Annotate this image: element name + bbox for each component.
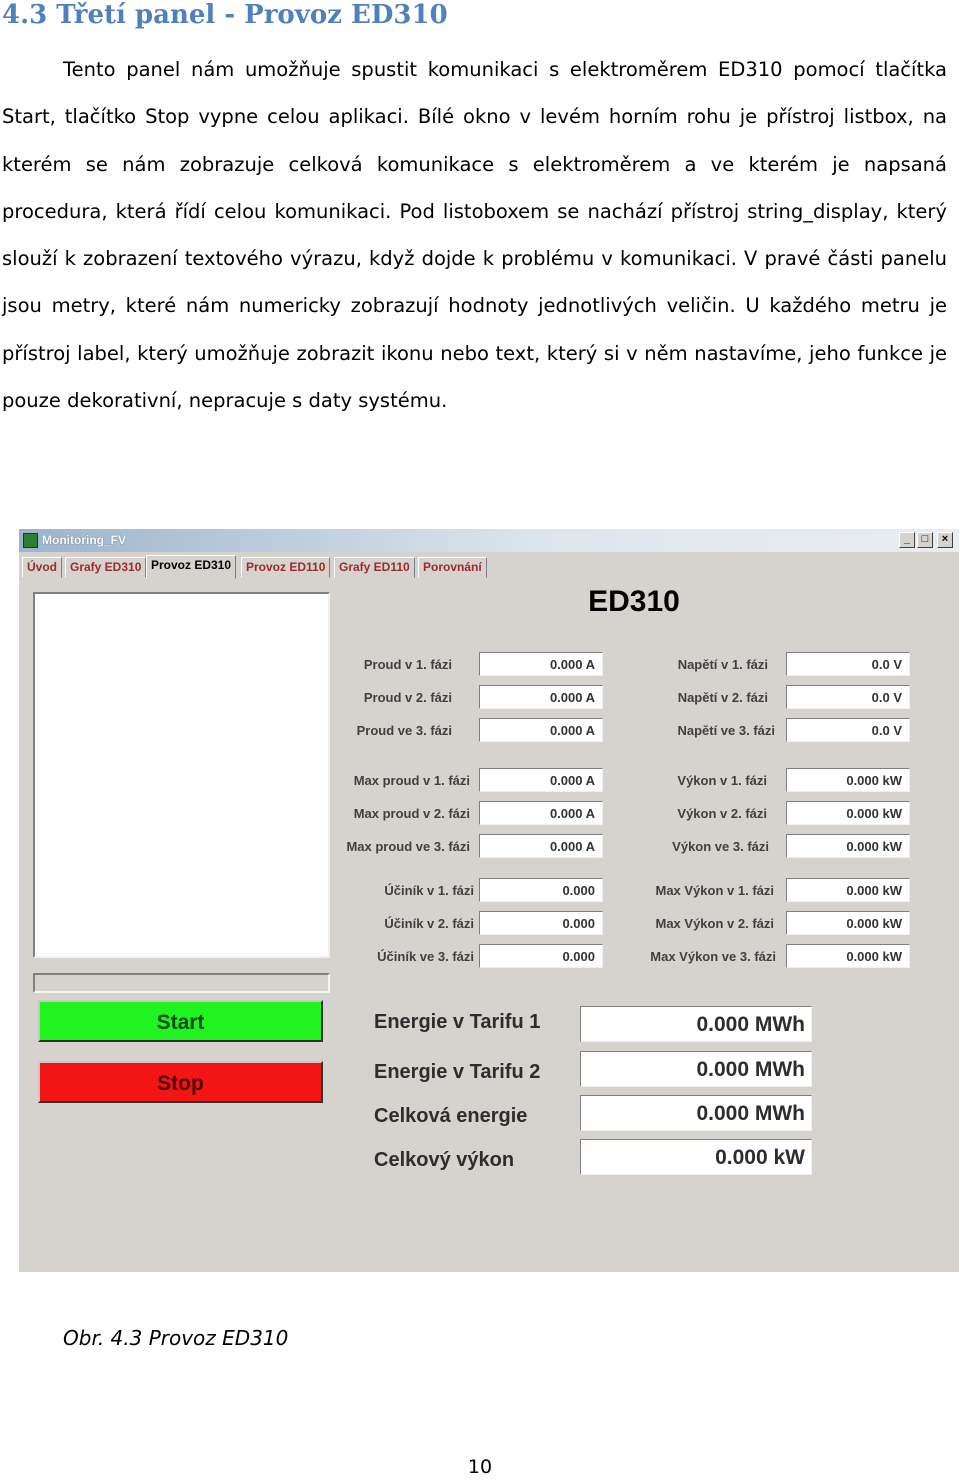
energy-value: 0.000 MWh [580, 1006, 812, 1042]
listbox[interactable] [33, 592, 330, 958]
meter-value: 0.000 kW [786, 768, 910, 792]
stop-button[interactable]: Stop [38, 1061, 323, 1103]
meter-value: 0.000 kW [786, 878, 910, 902]
meter-value: 0.0 V [786, 652, 910, 676]
meter-label: Max proud v 2. fázi [353, 806, 470, 821]
meter-label: Účiník v 1. fázi [384, 883, 474, 898]
title-bar [19, 529, 959, 552]
minimize-icon[interactable]: _ [899, 532, 915, 548]
meter-label: Napětí v 2. fázi [677, 690, 768, 705]
meter-value: 0.000 [479, 878, 603, 902]
section-heading: 4.3 Třetí panel - Provoz ED310 [2, 0, 448, 30]
meter-label: Proud v 1. fázi [363, 657, 452, 672]
meter-value: 0.0 V [786, 685, 910, 709]
app-window-screenshot [19, 529, 959, 1272]
meter-value: 0.000 kW [786, 801, 910, 825]
tab-grafy-ed310[interactable]: Grafy ED310 [65, 557, 146, 578]
energy-value: 0.000 kW [580, 1139, 812, 1175]
window-title: Monitoring_FV [42, 533, 126, 547]
body-paragraph: Tento panel nám umožňuje spustit komunikaci s elektroměrem ED310 pomocí tlačítka Start, tlačítko Stop vypne celou aplikaci. Bílé okno v levém horním rohu je přístroj listbox, na kterém se nám zobrazuje celková komunikace s elektroměrem a ve kterém je napsaná procedura, která řídí celou komunikaci. Pod listoboxem se nachází přístroj string_display, který slouží k zobrazení textového výrazu, když dojde k problému v komunikaci. V pravé části panelu jsou metry, které nám numericky zobrazují hodnoty jednotlivých veličin. U každého metru je přístroj label, který umožňuje zobrazit ikonu nebo text, který si v něm nastavíme, jeho funkce je pouze dekorativní, nepracuje s daty systému. [2, 58, 947, 413]
page-number: 10 [467, 1456, 493, 1478]
close-icon[interactable]: × [937, 532, 953, 548]
meter-value: 0.000 A [479, 801, 603, 825]
meter-label: Max Výkon v 1. fázi [655, 883, 774, 898]
meter-label: Proud ve 3. fázi [356, 723, 452, 738]
meter-label: Výkon ve 3. fázi [672, 839, 769, 854]
meter-value: 0.000 kW [786, 834, 910, 858]
meter-value: 0.0 V [786, 718, 910, 742]
string-display [33, 973, 330, 993]
meter-label: Napětí ve 3. fázi [677, 723, 775, 738]
meter-label: Max proud ve 3. fázi [346, 839, 470, 854]
tab-provoz-ed110[interactable]: Provoz ED110 [241, 557, 330, 578]
energy-label: Energie v Tarifu 2 [374, 1061, 541, 1083]
meter-label: Výkon v 2. fázi [677, 806, 767, 821]
meter-label: Účiník v 2. fázi [384, 916, 474, 931]
meter-label: Max Výkon v 2. fázi [655, 916, 774, 931]
meter-value: 0.000 A [479, 685, 603, 709]
energy-value: 0.000 MWh [580, 1095, 812, 1131]
meter-label: Proud v 2. fázi [363, 690, 452, 705]
meter-label: Účiník ve 3. fázi [377, 949, 474, 964]
maximize-icon[interactable]: □ [917, 532, 933, 548]
meter-value: 0.000 A [479, 718, 603, 742]
meter-value: 0.000 A [479, 768, 603, 792]
tab-provoz-ed310[interactable]: Provoz ED310 [146, 555, 236, 579]
energy-label: Energie v Tarifu 1 [374, 1011, 541, 1033]
meter-label: Výkon v 1. fázi [677, 773, 767, 788]
meter-value: 0.000 [479, 911, 603, 935]
start-button[interactable]: Start [38, 1000, 323, 1042]
meter-value: 0.000 kW [786, 944, 910, 968]
meter-label: Max Výkon ve 3. fázi [650, 949, 776, 964]
energy-label: Celkový výkon [374, 1149, 515, 1171]
tab-porovnani[interactable]: Porovnání [418, 557, 487, 578]
meter-label: Napětí v 1. fázi [677, 657, 768, 672]
panel-title: ED310 [588, 585, 680, 618]
meter-value: 0.000 [479, 944, 603, 968]
meter-value: 0.000 A [479, 834, 603, 858]
meter-value: 0.000 kW [786, 911, 910, 935]
meter-label: Max proud v 1. fázi [353, 773, 470, 788]
tab-grafy-ed110[interactable]: Grafy ED110 [334, 557, 415, 578]
meter-value: 0.000 A [479, 652, 603, 676]
energy-label: Celková energie [374, 1105, 528, 1127]
app-icon [23, 533, 38, 548]
energy-value: 0.000 MWh [580, 1051, 812, 1087]
figure-caption: Obr. 4.3 Provoz ED310 [63, 1326, 289, 1350]
tab-uvod[interactable]: Úvod [22, 557, 62, 578]
